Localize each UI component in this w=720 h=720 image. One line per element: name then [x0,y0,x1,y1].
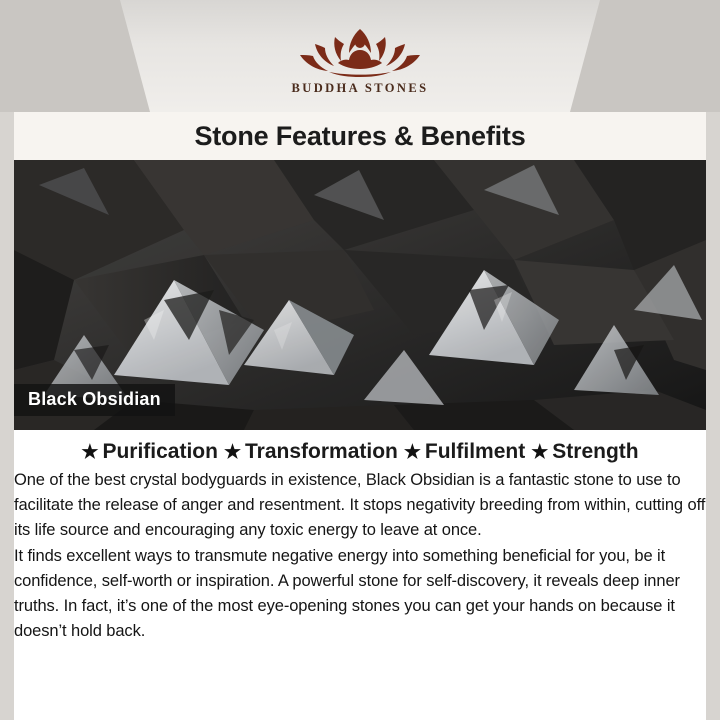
star-icon: ★ [81,442,99,463]
page-title-bar [0,112,720,160]
keyword-item [81,440,218,464]
keyword-item [531,440,638,464]
hero-caption: Black Obsidian [14,384,175,416]
content-block [0,430,720,644]
left-border-rail [0,160,14,720]
brand-header [0,0,720,112]
keyword-list [14,430,706,468]
keyword-label: Transformation [245,440,398,463]
keyword-item [224,440,398,464]
star-icon: ★ [223,442,241,463]
page-title: Stone Features & Benefits [194,120,526,151]
keyword-label: Purification [102,440,218,463]
keyword-item [404,440,525,464]
star-icon: ★ [531,442,549,463]
description-paragraph-1: One of the best crystal bodyguards in existence, Black Obsidian is a fantastic stone to use to facilitate the release of anger and resentment. It stops negativity breeding from within, cutting off its life source and encouraging any toxic energy to leave at once. [14,471,706,539]
brand-name: BUDDHA STONES [291,80,429,95]
lotus-meditation-icon [295,17,425,79]
right-border-rail [706,160,720,720]
star-icon: ★ [403,442,421,463]
brand-logo-group [0,0,720,112]
hero-image [14,160,706,430]
keyword-label: Strength [552,440,639,463]
description-paragraph-2: It finds excellent ways to transmute negative energy into something beneficial for you, be it confidence, self-worth or inspiration. A powerful stone for self-discovery, it reveals deep inner truths. In fact, it’s one of the most eye-opening stones you can get your hands on because it doesn’t hold back. [14,547,680,640]
keyword-label: Fulfilment [424,440,526,463]
